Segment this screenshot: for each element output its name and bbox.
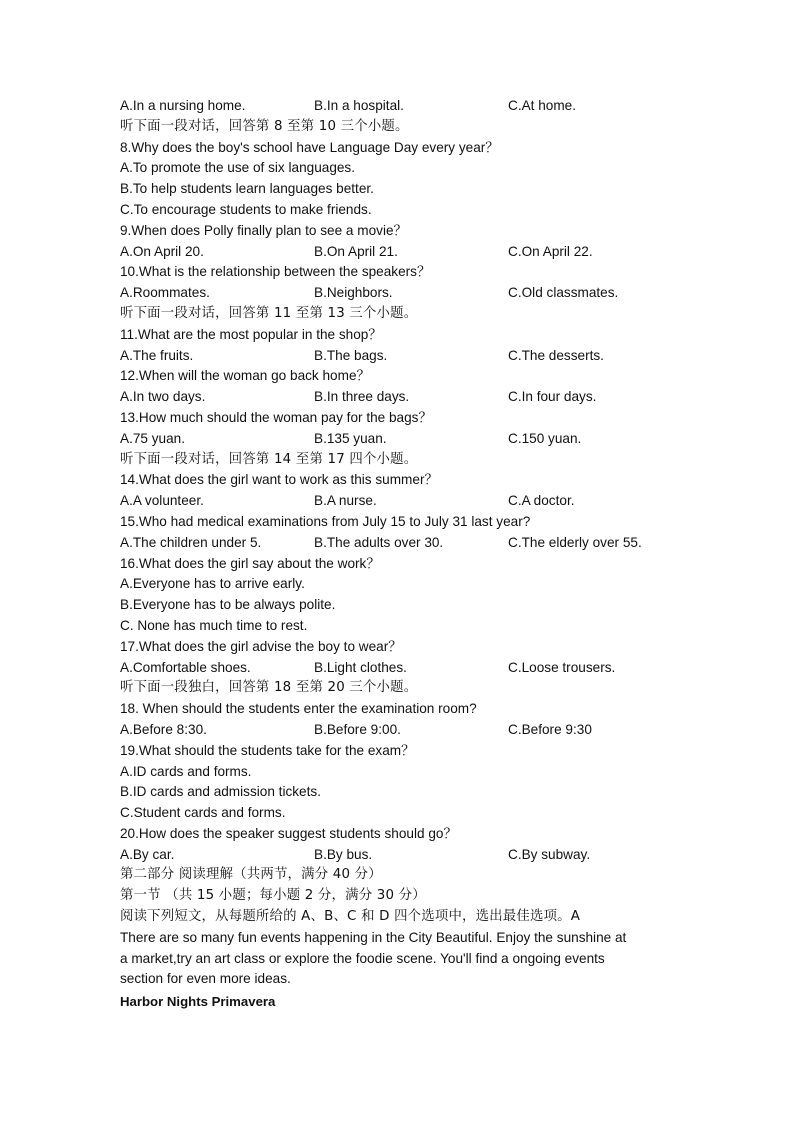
option-a: A.A volunteer. — [120, 493, 204, 509]
option-row — [120, 491, 680, 512]
option-c: C.In four days. — [508, 389, 597, 405]
option-row — [120, 283, 680, 304]
option-b: B.135 yuan. — [314, 430, 387, 446]
option-row — [120, 533, 680, 554]
option-b: B.By bus. — [314, 846, 373, 862]
option-c: C.At home. — [508, 98, 576, 113]
text-line: 16.What does the girl say about the work？ — [120, 555, 380, 571]
text-line: C. None has much time to rest. — [120, 617, 308, 633]
section-heading: 听下面一段对话，回答第 8 至第 10 三个小题。 — [120, 118, 409, 134]
passage-title: Harbor Nights Primavera — [120, 994, 276, 1010]
section-heading: 第二部分 阅读理解（共两节，满分 40 分） — [120, 867, 382, 883]
option-a: A.Roommates. — [120, 285, 210, 301]
option-a: A.The children under 5. — [120, 534, 262, 550]
option-c: C.On April 22. — [508, 243, 593, 259]
option-a: A.In two days. — [120, 389, 206, 405]
text-line: 20.How does the speaker suggest students should go？ — [120, 825, 458, 841]
text-line: 12.When will the woman go back home？ — [120, 368, 371, 384]
option-b: B.Neighbors. — [314, 285, 393, 301]
section-heading: 第一节 （共 15 小题；每小题 2 分，满分 30 分） — [120, 888, 426, 904]
section-heading: 听下面一段独白，回答第 18 至第 20 三个小题。 — [120, 680, 418, 696]
text-line: 8.Why does the boy's school have Language Day every year？ — [120, 139, 499, 155]
option-b: B.On April 21. — [314, 243, 398, 259]
text-line: 15.Who had medical examinations from July 15 to July 31 last year? — [120, 513, 531, 529]
option-b: B.In a hospital. — [314, 98, 404, 113]
text-line: 9.When does Polly finally plan to see a movie？ — [120, 222, 408, 238]
text-line: 10.What is the relationship between the speakers？ — [120, 264, 431, 280]
option-a: A.Comfortable shoes. — [120, 659, 251, 675]
text-line: B.ID cards and admission tickets. — [120, 784, 321, 800]
option-row — [120, 720, 680, 741]
text-line: A.Everyone has to arrive early. — [120, 576, 305, 592]
text-line: 13.How much should the woman pay for the bags？ — [120, 409, 433, 425]
option-a: A.On April 20. — [120, 243, 204, 259]
option-c: C.A doctor. — [508, 493, 575, 509]
text-line: 19.What should the students take for the exam？ — [120, 742, 415, 758]
text-line: B.To help students learn languages better. — [120, 181, 374, 197]
option-b: B.In three days. — [314, 389, 410, 405]
text-line: a market,try an art class or explore the foodie scene. You'll find a ongoing events — [120, 950, 605, 966]
text-line: C.Student cards and forms. — [120, 805, 286, 821]
option-c: C.Loose trousers. — [508, 659, 616, 675]
text-line: 11.What are the most popular in the shop？ — [120, 326, 382, 342]
text-line: There are so many fun events happening in the City Beautiful. Enjoy the sunshine at — [120, 929, 627, 945]
option-row — [120, 96, 680, 117]
option-b: B.A nurse. — [314, 493, 377, 509]
text-line: 17.What does the girl advise the boy to wear？ — [120, 638, 402, 654]
option-c: C.By subway. — [508, 846, 591, 862]
option-row — [120, 658, 680, 679]
exam-content — [120, 96, 680, 1013]
option-a: A.75 yuan. — [120, 430, 185, 446]
option-c: C.Before 9:30 — [508, 721, 592, 737]
text-line: 18. When should the students enter the examination room? — [120, 701, 477, 717]
option-row — [120, 387, 680, 408]
option-c: C.The elderly over 55. — [508, 534, 642, 550]
option-b: B.The adults over 30. — [314, 534, 444, 550]
option-row — [120, 429, 680, 450]
option-a: A.In a nursing home. — [120, 98, 246, 113]
text-line: A.ID cards and forms. — [120, 763, 252, 779]
option-row — [120, 242, 680, 263]
option-a: A.By car. — [120, 846, 175, 862]
section-heading: 听下面一段对话，回答第 11 至第 13 三个小题。 — [120, 305, 418, 321]
option-b: B.Light clothes. — [314, 659, 407, 675]
text-line: B.Everyone has to be always polite. — [120, 597, 336, 613]
section-heading: 阅读下列短文，从每题所给的 A、B、C 和 D 四个选项中，选出最佳选项。A — [120, 909, 581, 925]
option-c: C.Old classmates. — [508, 285, 619, 301]
text-line: 14.What does the girl want to work as this summer？ — [120, 472, 439, 488]
option-b: B.The bags. — [314, 347, 388, 363]
option-b: B.Before 9:00. — [314, 721, 401, 737]
option-a: A.The fruits. — [120, 347, 194, 363]
option-row — [120, 346, 680, 367]
option-c: C.150 yuan. — [508, 430, 582, 446]
option-a: A.Before 8:30. — [120, 721, 207, 737]
text-line: C.To encourage students to make friends. — [120, 201, 372, 217]
text-line: A.To promote the use of six languages. — [120, 160, 356, 176]
option-row — [120, 845, 680, 866]
text-line: section for even more ideas. — [120, 971, 291, 987]
section-heading: 听下面一段对话，回答第 14 至第 17 四个小题。 — [120, 451, 418, 467]
option-c: C.The desserts. — [508, 347, 604, 363]
